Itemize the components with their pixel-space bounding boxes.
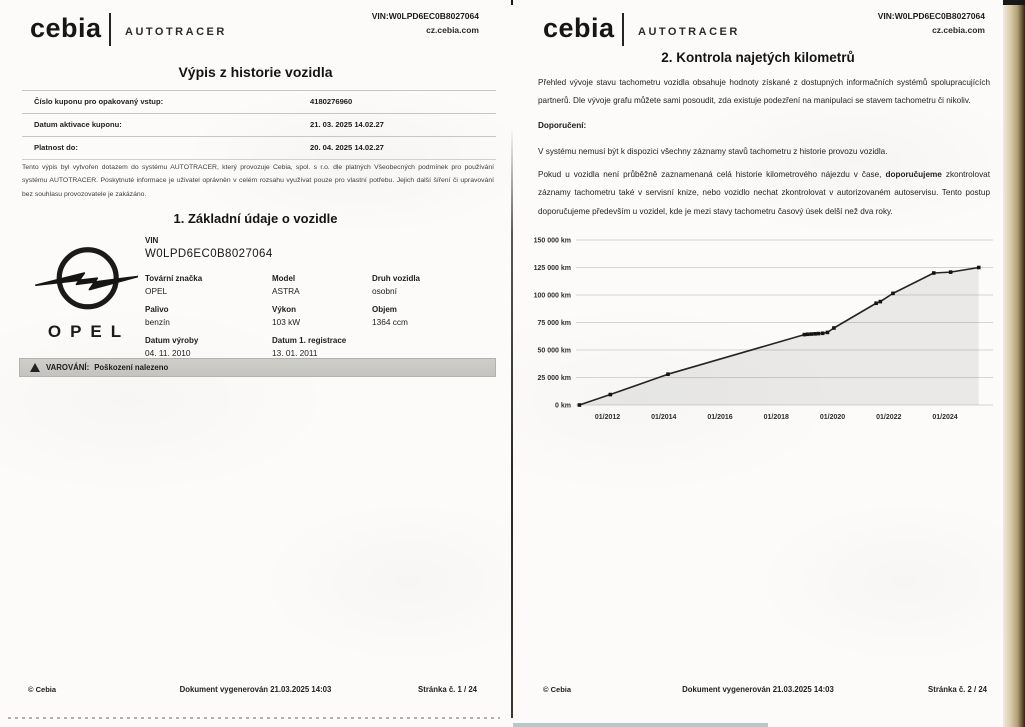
data-point [932,271,936,275]
intro-paragraph: Přehled vývoje stavu tachometru vozidla obsahuje hodnoty získané z dostupných informačních systémů spolupracujících partnerů. Dle vývoje grafu můžete sami posoudit, zda existuje podezření na manipulaci se stavem tachometru či nikoliv. [538,78,990,106]
scan-bottom-edge-left [8,717,500,719]
warning-triangle-icon [30,363,40,372]
field-label: Výkon [272,305,297,314]
coupon-row [22,90,496,113]
data-point [578,403,582,407]
field-label: Druh vozidla [372,274,421,283]
scan-bottom-edge-right [513,723,768,727]
section-1-title: 1. Základní údaje o vozidle [173,211,338,226]
vin-block [145,236,273,260]
data-point [817,332,821,336]
x-axis-tick-label: 01/2012 [594,414,621,421]
data-point [832,326,836,330]
odometer-chart-svg [533,233,995,425]
field-value: osobní [372,286,397,296]
vehicle-field [372,305,485,327]
data-point [813,332,817,336]
field-value: 13. 01. 2011 [272,348,318,358]
advice-text-1: Pokud u vozidla není průběžně zaznamenaná celá historie kilometrového nájezdu v čase, [538,170,886,179]
coupon-row-label: Číslo kuponu pro opakovaný vstup: [34,97,164,106]
page-gap-line [511,128,513,718]
y-axis-tick-label: 75 000 km [537,320,571,327]
field-value: 103 kW [272,317,301,327]
field-value: ASTRA [272,286,300,296]
coupon-row-value: 21. 03. 2025 14.02.27 [310,120,384,129]
header-divider [109,13,111,46]
y-axis-tick-label: 150 000 km [533,237,571,245]
vin-label: VIN [145,236,159,245]
coupon-table [22,90,496,160]
footer-copyright: © Cebia [543,685,572,694]
x-axis-tick-label: 01/2018 [763,414,789,421]
vin-value: W0LPD6EC0B8027064 [145,248,273,260]
field-value: OPEL [145,286,168,296]
page-2 [513,0,1003,727]
y-axis-tick-label: 25 000 km [537,375,571,382]
data-point [806,332,810,336]
data-point [879,300,883,304]
coupon-row [22,113,496,136]
cebia-logo: cebia [30,13,102,43]
coupon-row-label: Platnost do: [34,143,78,152]
warning-banner [19,358,496,377]
header-meta [372,10,479,37]
header-site: cz.cebia.com [426,24,479,35]
section-2-title: 2. Kontrola najetých kilometrů [661,50,855,65]
coupon-row-value: 4180276960 [310,97,353,106]
coupon-row [22,136,496,160]
header-meta [878,10,985,37]
vehicle-field [272,336,372,358]
x-axis-tick-label: 01/2020 [819,414,846,421]
field-label: Datum výroby [145,336,199,345]
vehicle-field [272,305,372,327]
y-axis-tick-label: 100 000 km [533,292,571,300]
advice-paragraph [538,166,990,221]
autotracer-wordmark: AUTOTRACER [125,26,227,38]
field-value: 1364 ccm [372,317,408,327]
field-label: Tovární značka [145,274,203,283]
coupon-row-label: Datum aktivace kuponu: [34,120,122,129]
opel-logo-icon [34,242,138,318]
x-axis-tick-label: 01/2014 [651,414,677,421]
header-site: cz.cebia.com [932,24,985,35]
x-axis-tick-label: 01/2016 [707,414,733,421]
vehicle-field [145,305,272,327]
field-value: 04. 11. 2010 [145,348,191,358]
footer-generated: Dokument vygenerován 21.03.2025 14:03 [682,685,834,694]
x-axis-tick-label: 01/2024 [932,414,958,421]
coupon-row-value: 20. 04. 2025 14.02.27 [310,143,384,152]
y-axis-tick-label: 50 000 km [537,347,571,355]
data-point [977,266,981,270]
page-1 [0,0,511,727]
scan-right-edge [1003,5,1025,727]
data-point [826,331,830,335]
autotracer-wordmark: AUTOTRACER [638,26,740,38]
vehicle-fields [145,274,485,358]
header-vin: VIN:W0LPD6EC0B8027064 [371,11,479,21]
vehicle-field [372,274,485,296]
data-point [810,332,814,336]
vehicle-field [145,336,272,358]
data-point [666,372,670,376]
data-point [874,301,878,305]
odometer-chart [533,233,995,425]
data-point [891,292,895,296]
field-label: Objem [372,305,397,314]
brand-logo-block [26,242,146,342]
header-divider [622,13,624,46]
field-label: Model [272,274,296,283]
cebia-logo: cebia [543,13,615,43]
footer-page-number: Stránka č. 1 / 24 [418,685,477,694]
footer-page-number: Stránka č. 2 / 24 [928,685,987,694]
header-vin: VIN:W0LPD6EC0B8027064 [877,11,985,21]
warning-text: Poškození nalezeno [94,363,169,372]
y-axis-tick-label: 125 000 km [533,265,571,272]
x-axis-tick-label: 01/2022 [876,414,902,421]
vehicle-field [145,274,272,296]
note-paragraph: V systému nemusí být k dispozici všechny záznamy stavů tachometru z historie provozu vozidla. [538,147,888,156]
data-point [821,331,825,335]
data-point [803,333,807,337]
footer-generated: Dokument vygenerován 21.03.2025 14:03 [179,685,332,694]
recommendation-label: Doporučení: [538,121,587,130]
disclaimer-text: Tento výpis byl vytvořen dotazem do systému AUTOTRACER, který provozuje Cebia, spol. s r.o. dle platných Všeobecných podmínek pro používání systému AUTOTRACER. Poskytnuté informace je uživatel oprávněn v celém rozsahu využívat pouze pro vlastní potřebu. Jejich další šíření či upravování bez souhlasu provozovatele je zakázáno. [22,164,494,198]
page-title: Výpis z historie vozidla [178,64,333,80]
warning-label: VAROVÁNÍ: [46,363,90,372]
data-point [949,270,953,274]
advice-text-bold: doporučujeme [885,170,942,179]
field-label: Datum 1. registrace [272,336,347,345]
vehicle-field [272,274,372,296]
field-value: benzín [145,317,170,327]
advice-text-2: zkontrolovat záznamy tachometru také v servisní knize, nebo vozidlo nechat zkontrolovat v autorizovaném autoservisu. Tento postup doporučujeme především u vozidel, kde je mezi stavy tachometru časový úsek delší než dva roky. [538,170,990,216]
footer-copyright: © Cebia [28,685,57,694]
data-point [609,393,613,397]
field-label: Palivo [145,305,169,314]
opel-wordmark: OPEL [47,322,131,341]
y-axis-tick-label: 0 km [555,402,571,410]
